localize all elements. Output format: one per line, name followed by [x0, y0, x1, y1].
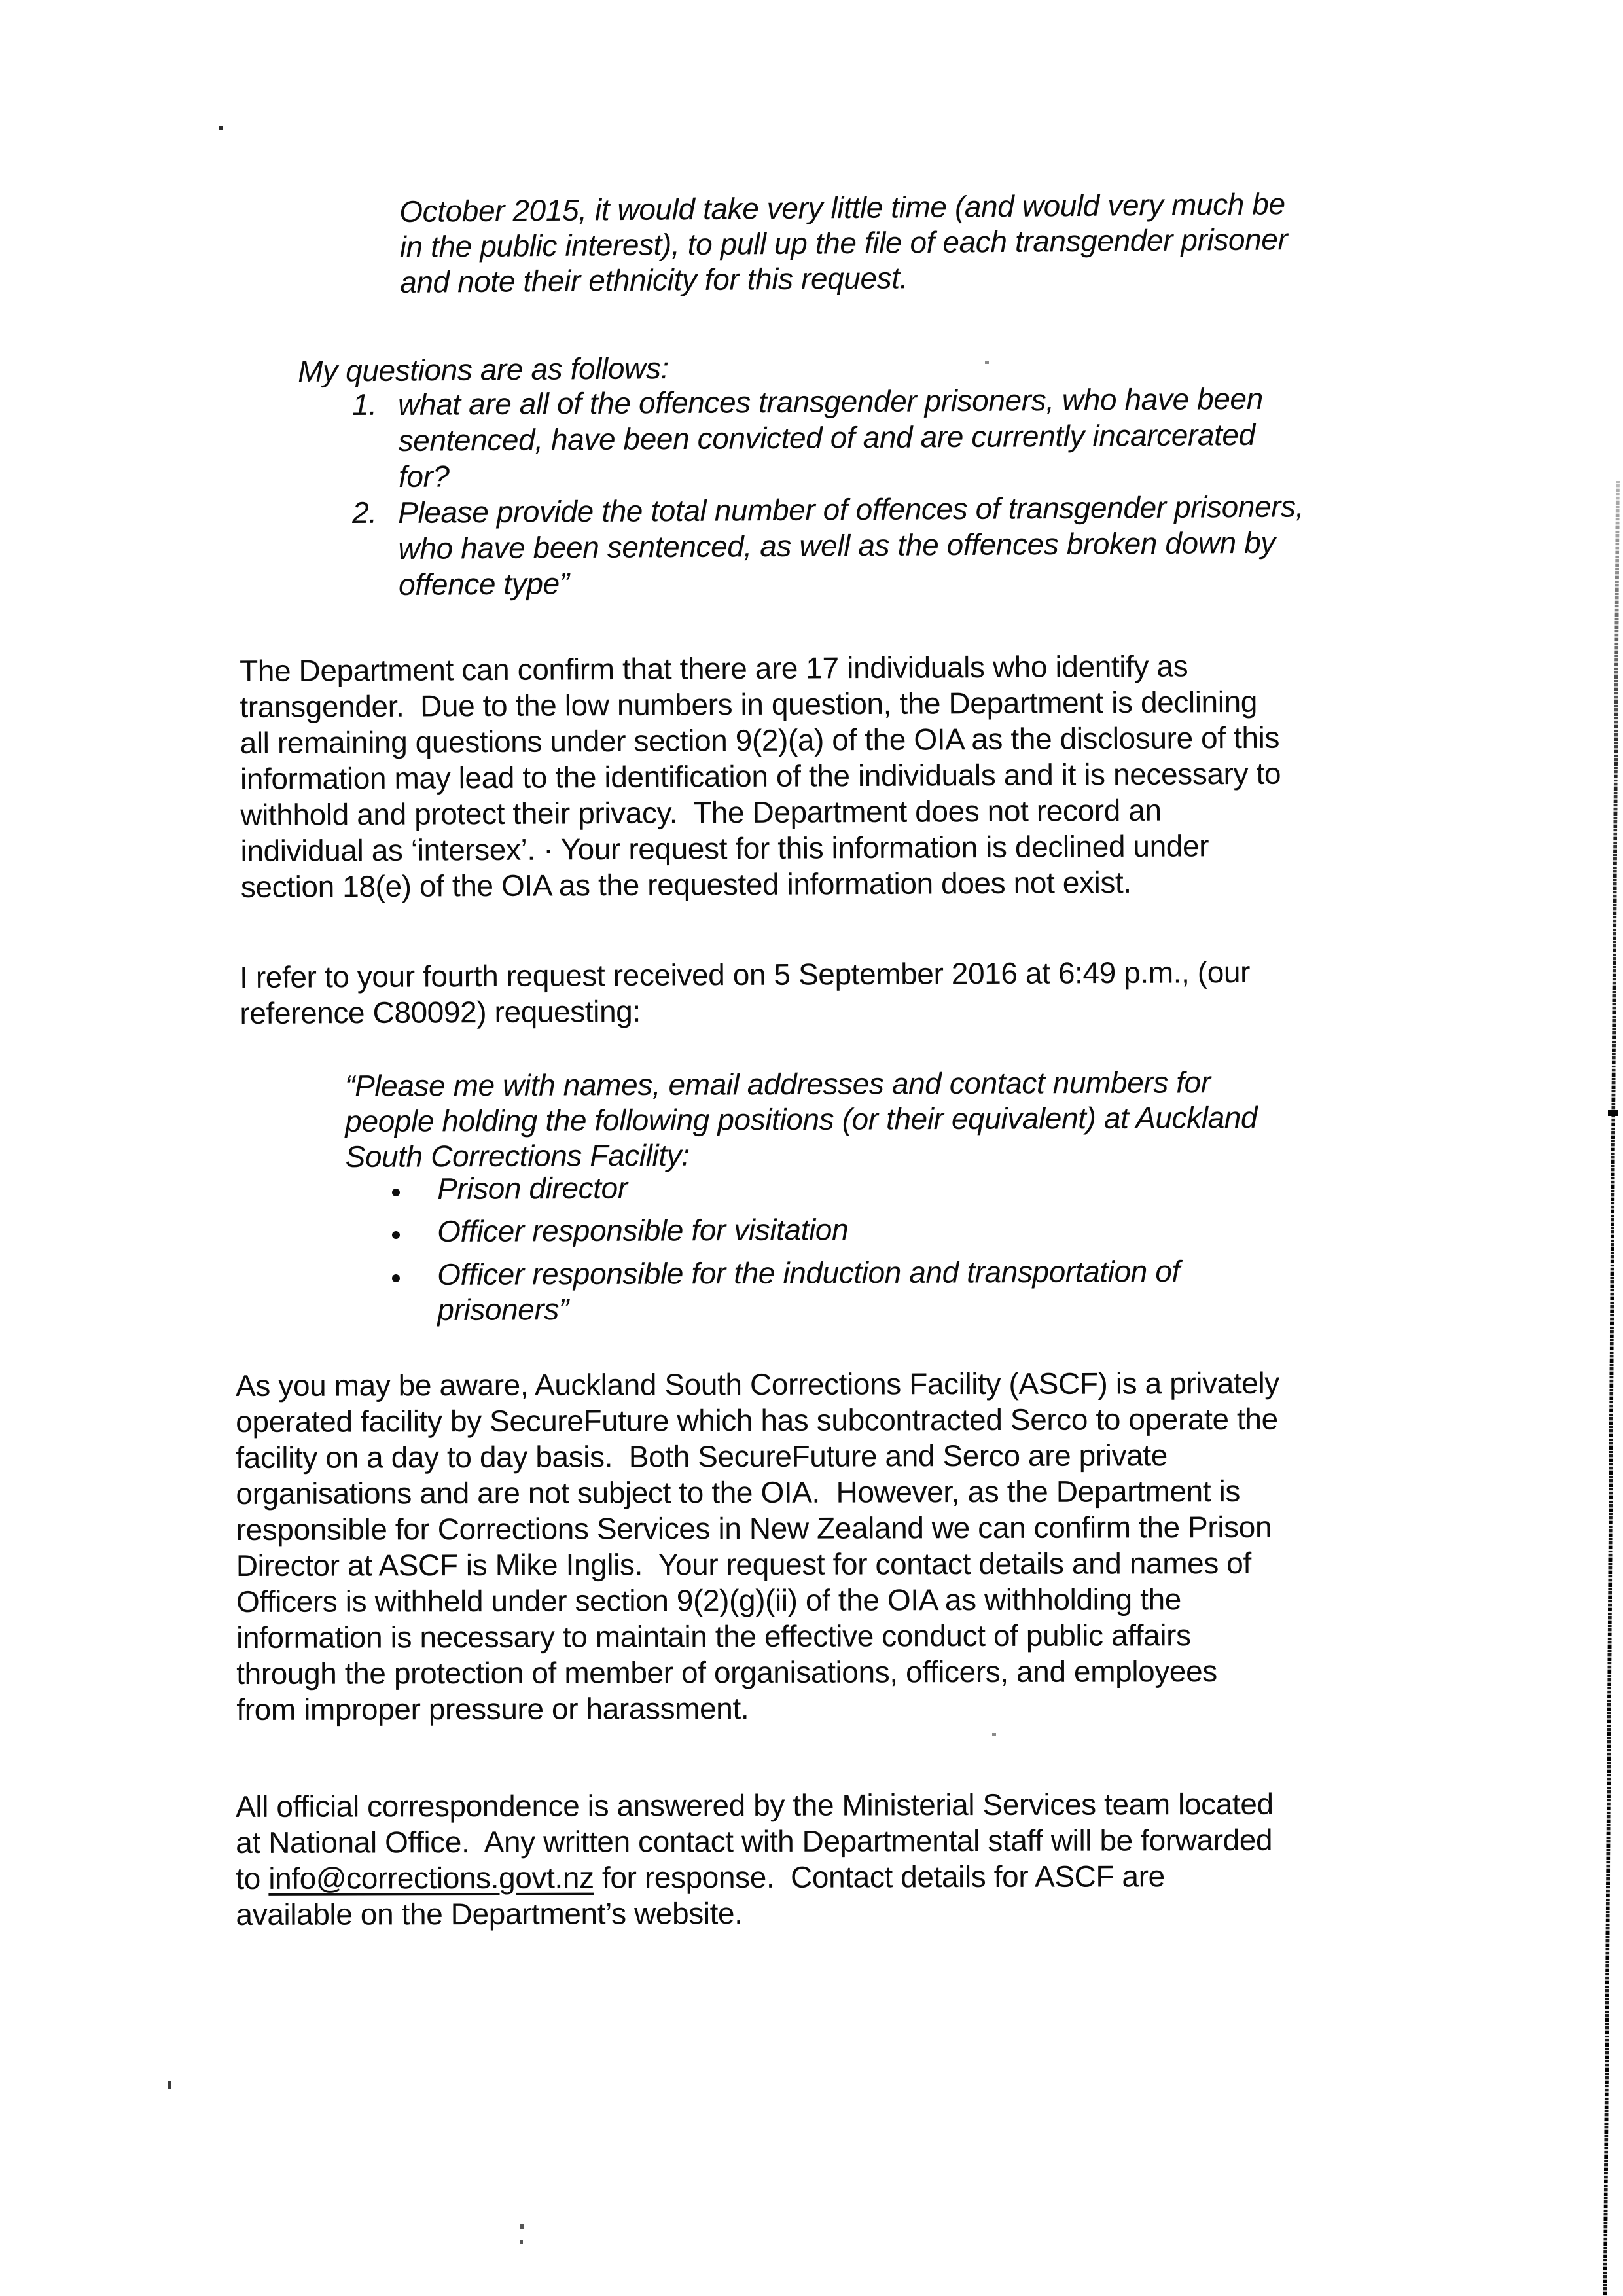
corrections-email-link[interactable]: info@corrections.govt.nz	[268, 1860, 594, 1895]
questions-intro: My questions are as follows:	[298, 351, 669, 388]
paragraph-ascf-private-facility: As you may be aware, Auckland South Corrections Facility (ASCF) is a privately operated facility by SecureFuture which has subcontracted Serco to operate the facility on a day to day basis. Both SecureFuture and Serco are private organisations and are not subject to the OIA. However, as the Department is responsible for Corrections Services in New Zealand we can confirm the Prison Director at ASCF is Mike Inglis. Your request for contact details and names of Officers is withheld under section 9(2)(g)(ii) of the OIA as withholding the information is necessary to maintain the effective conduct of public affairs through the protection of member of organisations, officers, and employees from improper pressure or harassment.	[236, 1365, 1279, 1727]
quoted-fourth-request: “Please me with names, email addresses and contact numbers for people holding the following positions (or their equivalent) at Auckland South Corrections Facility:	[345, 1065, 1258, 1174]
bullet-item-induction-transport-officer: Officer responsible for the induction and transportation of prisoners”	[437, 1254, 1180, 1327]
scan-speck	[985, 361, 989, 364]
bullet-item-prison-director: Prison director	[437, 1170, 628, 1206]
scan-edge-artifact	[1603, 481, 1620, 2296]
paragraph-official-correspondence	[236, 1786, 1274, 1933]
scan-edge-blob	[1608, 1110, 1618, 1116]
scan-speck	[520, 2240, 523, 2244]
question-1-number: 1.	[352, 387, 377, 422]
bullet-item-visitation-officer: Officer responsible for visitation	[437, 1212, 849, 1248]
paragraph-fourth-request-reference: I refer to your fourth request received on 5 September 2016 at 6:49 p.m., (our reference C80092) requesting:	[240, 954, 1251, 1030]
question-2-number: 2.	[352, 495, 377, 529]
correspondence-text-before-email: All official correspondence is answered by the Ministerial Services team located at National Office. Any written contact with Departmental staff will be forwarded to	[236, 1786, 1274, 1895]
paragraph-confirm-transgender-numbers: The Department can confirm that there are 17 individuals who identify as transgender. Due to the low numbers in question, the Department is declining all remaining questions under section 9(2)(a) of the OIA as the disclosure of this information may lead to the identification of the individuals and it is necessary to withhold and protect their privacy. The Department does not record an individual as ‘intersex’. · Your request for this information is declined under section 18(e) of the OIA as the requested information does not exist.	[240, 649, 1281, 904]
question-1-text: what are all of the offences transgender prisoners, who have been sentenced, have been convicted of and are currently incarcerated for?	[398, 381, 1263, 493]
correspondence-text-after-email: for response. Contact details for ASCF are available on the Department’s website.	[236, 1859, 1165, 1931]
bullet-icon	[392, 1274, 400, 1282]
scan-speck	[219, 126, 223, 130]
bullet-icon	[392, 1231, 400, 1239]
bullet-icon	[392, 1189, 400, 1196]
scan-speck	[168, 2081, 171, 2089]
quoted-request-excerpt: October 2015, it would take very little time (and would very much be in the public interest), to pull up the file of each transgender prisoner and note their ethnicity for this request.	[399, 187, 1288, 299]
scan-speck	[992, 1733, 996, 1736]
scan-speck	[520, 2224, 524, 2229]
question-2-text: Please provide the total number of offences of transgender prisoners, who have been sentenced, as well as the offences broken down by offence type”	[398, 489, 1304, 601]
